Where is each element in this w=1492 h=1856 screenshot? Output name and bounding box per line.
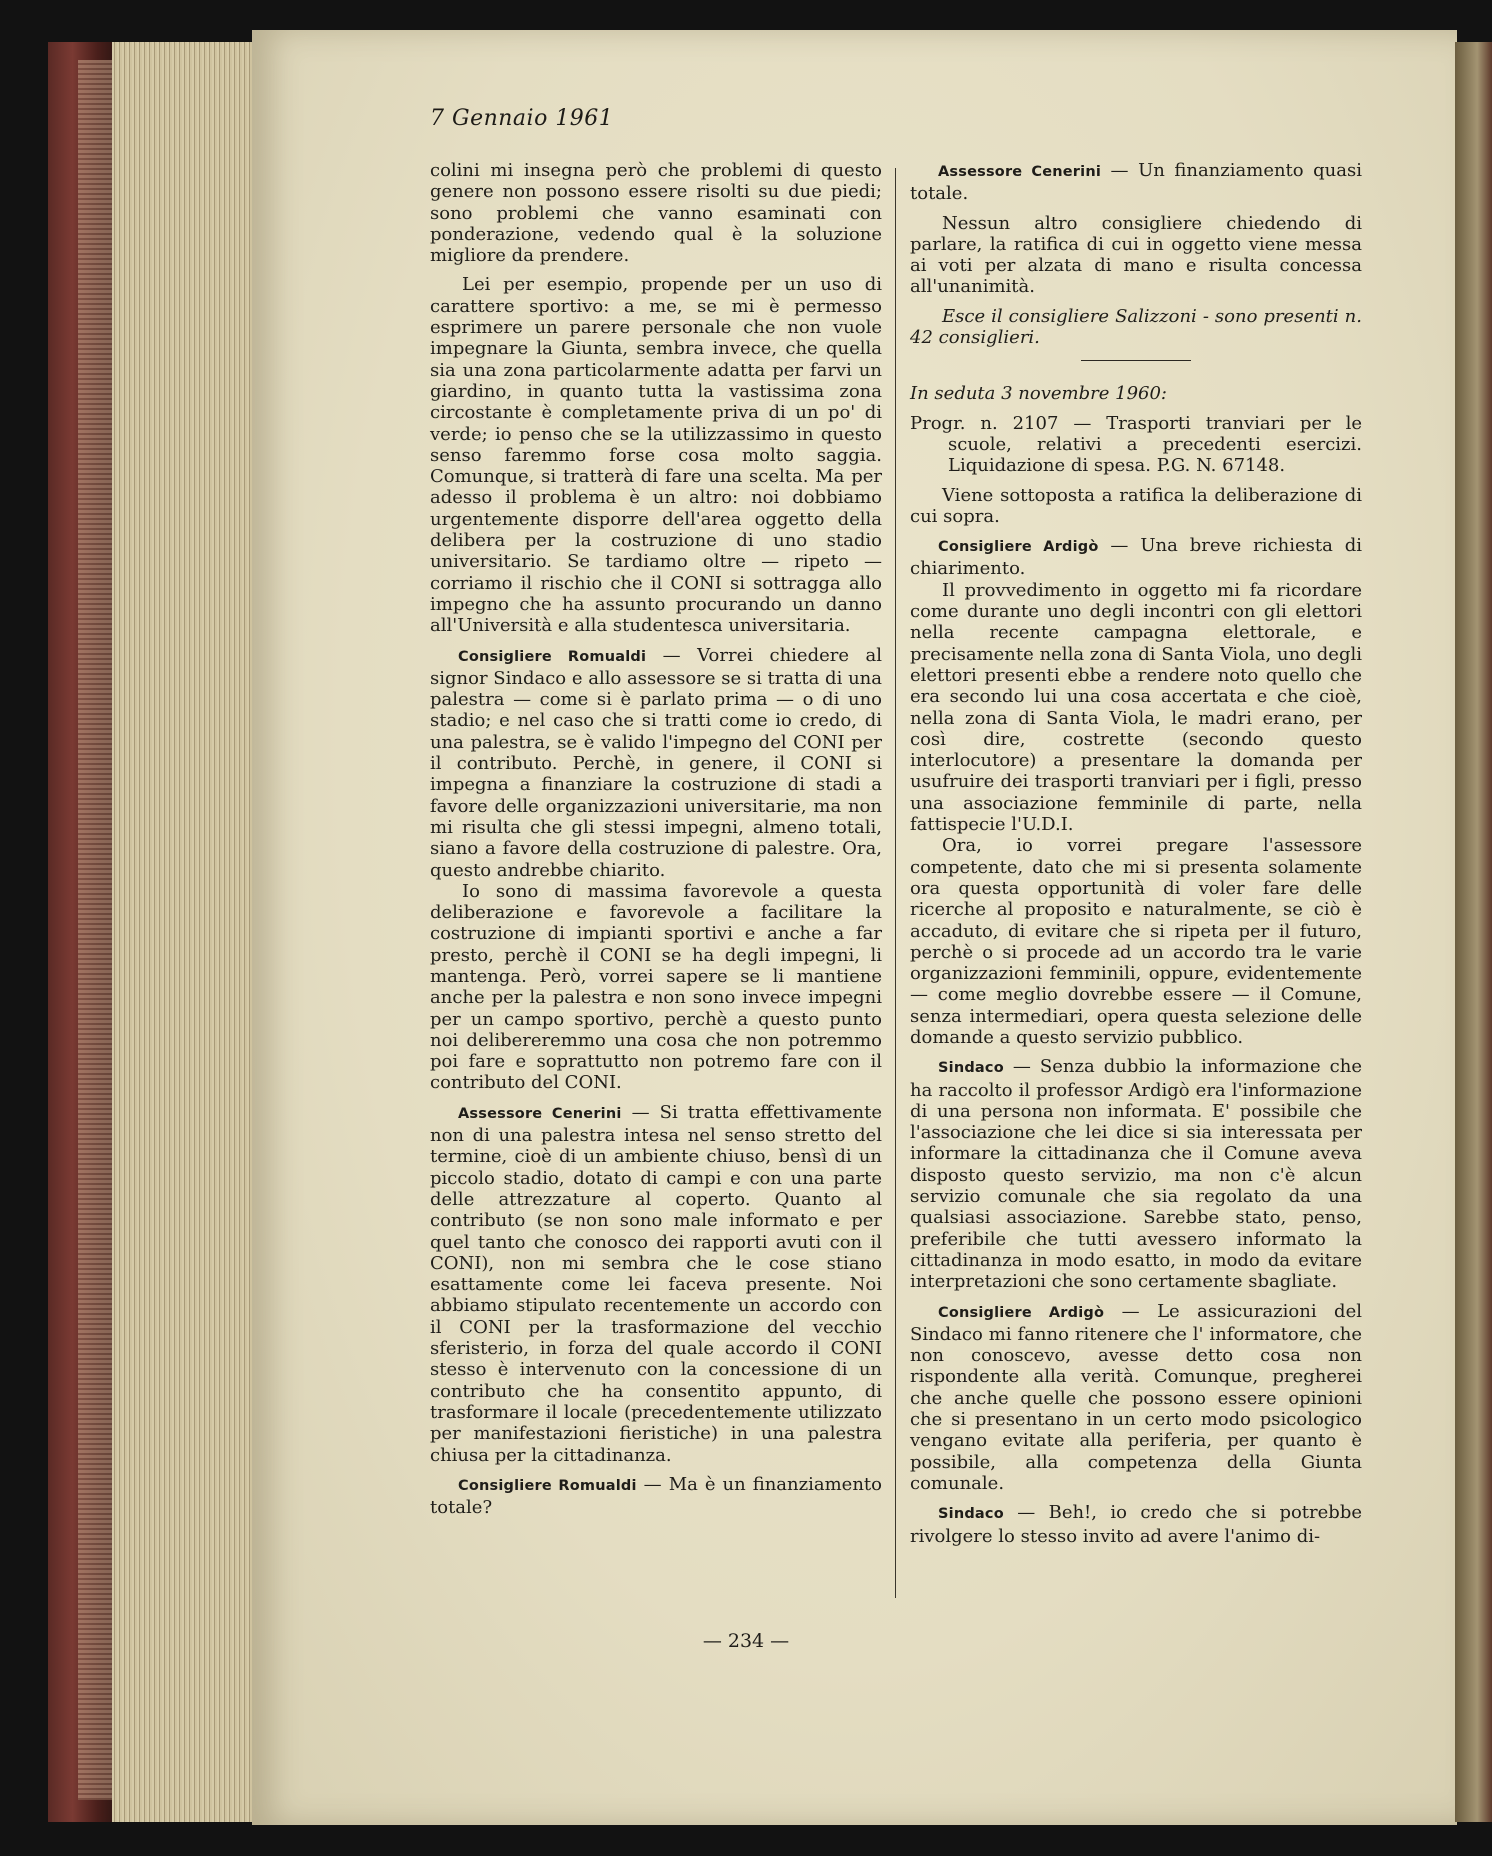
right-column: [910, 160, 1362, 1555]
speaker-paragraph: [910, 1056, 1362, 1292]
speaker-name: Consigliere Romualdi: [458, 1477, 637, 1494]
speaker-paragraph: [910, 160, 1362, 205]
speaker-name: Sindaco: [938, 1060, 1004, 1077]
speaker-name: Assessore Cenerini: [938, 164, 1102, 180]
speech-text: — Una breve richiesta di chiarimento.: [910, 535, 1362, 580]
speaker-name: Assessore Cenerini: [458, 1105, 622, 1122]
page-stack-edge: [112, 42, 262, 1822]
paragraph: Ora, io vorrei pregare l'assessore competente, dato che mi si presenta solamente ora questa opportunità di voler fare delle ricerche al proposito e naturalmente, se ciò è accaduto, di evitare che si ripeta per il futuro, perchè o si procede ad un accordo tra le varie organizzazioni femminili, oppure, evidentemente — come meglio dovrebbe essere — il Comune, senza intermediari, opera questa selezione delle domande a questo servizio pubblico.: [910, 835, 1362, 1048]
speaker-name: Consigliere Ardigò: [938, 1304, 1105, 1321]
paragraph: Il provvedimento in oggetto mi fa ricordare come durante uno degli incontri con gli elettori nella recente campagna elettorale, e precisamente nella zona di Santa Viola, uno degli elettori presenti ebbe a rendere noto quello che era secondo lui una cosa accertata e che cioè, nella zona di Santa Viola, le madri erano, per così dire, costrette (secondo questo interlocutore) a presentare la domanda per usufruire dei trasporti tranviari per i figli, presso una associazione femminile di parte, nella fattispecie l'U.D.I.: [910, 579, 1362, 836]
speech-text: — Le assicurazioni del Sindaco mi fanno ritenere che l' informatore, che non conoscevo, avesse detto cosa non rispondente alla verità. Comunque, pregherei che anche quelle che possono essere opinioni che si presentano in un certo modo psicologico vengano evitate alla periferia, per quanto è possibile, alla competenza della Giunta comunale.: [910, 1300, 1362, 1494]
speech-text: — Vorrei chiedere al signor Sindaco e allo assessore se si tratta di una palestra — come si è parlato prima — o di uno stadio; e nel caso che si tratti come io credo, di una palestra, se è valido l'impegno del CONI per il contributo. Perchè, in genere, il CONI si impegna a finanziare la costruzione di stadi a favore delle organizzazioni universitarie, ma non mi risulta che gli stessi impegni, almeno totali, siano a favore della costruzione di palestre. Ora, questo andrebbe chiarito.: [430, 644, 882, 881]
paragraph: Lei per esempio, propende per un uso di carattere sportivo: a me, se mi è permesso esprimere un parere personale che non vuole impegnare la Giunta, sembra invece, che quella sia una zona particolarmente adatta per farvi un giardino, in quanto tutta la vastissima zona circostante è completamente priva di un po' di verde; io penso che se la utilizzassimo in questo senso faremmo forse cosa molto saggia. Comunque, si tratterà di fare una scelta. Ma per adesso il problema è un altro: noi dobbiamo urgentemente disporre dell'area oggetto della delibera per la costruzione di uno stadio universitario. Se tardiamo oltre — ripeto — corriamo il rischio che il CONI si sottragga allo impegno che ha assunto procurando un danno all'Università e alla studentesca universitaria.: [430, 274, 882, 637]
paragraph: Viene sottoposta a ratifica la deliberazione di cui sopra.: [910, 484, 1362, 527]
column-divider: [895, 168, 896, 1598]
paragraph: colini mi insegna però che problemi di questo genere non possono essere risolti su due piedi; sono problemi che vanno esaminati con ponderazione, vedendo qual è la soluzione migliore da prendere.: [430, 160, 882, 267]
paragraph: Nessun altro consigliere chiedendo di parlare, la ratifica di cui in oggetto viene messa ai voti per alzata di mano e risulta concessa all'unanimità.: [910, 212, 1362, 298]
speech-text: — Un finanziamento quasi totale.: [910, 160, 1362, 205]
procedural-note: Esce il consigliere Salizzoni - sono presenti n. 42 consiglieri.: [910, 305, 1362, 349]
speaker-paragraph: [910, 535, 1362, 580]
speaker-name: Consigliere Ardigò: [938, 539, 1099, 556]
speech-text: — Beh!, io credo che si potrebbe rivolgere lo stesso invito ad avere l'animo di-: [910, 1502, 1362, 1547]
speaker-paragraph: [910, 1301, 1362, 1495]
speaker-paragraph: [430, 645, 882, 881]
speaker-paragraph: [910, 1502, 1362, 1547]
agenda-item: Progr. n. 2107 — Trasporti tranviari per le scuole, relativi a precedenti esercizi. Liquidazione di spesa. P.G. N. 67148.: [910, 412, 1362, 477]
speaker-paragraph: [430, 1102, 882, 1466]
session-heading: In seduta 3 novembre 1960:: [910, 383, 1167, 405]
speech-text: — Si tratta effettivamente non di una palestra intesa nel senso stretto del termine, cioè di un ambiente chiuso, bensì di un piccolo stadio, dotato di campi e con una parte delle attrezzature al coperto. Quanto al contributo (se non sono male informato e per quel tanto che conosco dei rapporti avuti con il CONI), non mi sembra che le cose stiano esattamente come lei faceva presente. Noi abbiamo stipulato recentemente un accordo con il CONI per la trasformazione del vecchio sferisterio, in forza del quale accordo il CONI stesso è intervenuto con la concessione di un contributo che ha consentito appunto, di trasformare il locale (precedentemente utilizzato per manifestazioni fieristiche) in una palestra chiusa per la cittadinanza.: [430, 1101, 882, 1466]
section-rule: [1081, 360, 1191, 361]
speech-text: — Ma è un finanziamento totale?: [430, 1473, 882, 1519]
left-column: [430, 160, 882, 1526]
speech-text: — Senza dubbio la informazione che ha raccolto il professor Ardigò era l'informazione di una persona non informata. E' possibile che l'associazione che lei dice si sia interessata per informare la cittadinanza che il Comune aveva disposto questo servizio, ma non c'è alcun servizio comunale che sia regolato da una qualsiasi associazione. Sarebbe stato, penso, preferibile che tutti avessero informato la cittadinanza in modo esatto, in modo da evitare interpretazioni che sono certamente sbagliate.: [910, 1056, 1362, 1293]
paragraph: Io sono di massima favorevole a questa deliberazione e favorevole a facilitare la costruzione di impianti sportivi e anche a far presto, perchè il CONI se ha degli impegni, li mantenga. Però, vorrei sapere se li mantiene anche per la palestra e non sono invece impegni per un campo sportivo, perchè a questo punto noi delibereremmo una cosa che non potremmo poi fare e soprattutto non potremo fare con il contributo del CONI.: [430, 880, 882, 1094]
speaker-name: Consigliere Romualdi: [458, 648, 647, 665]
page-header-date: 7 Gennaio 1961: [430, 106, 614, 131]
speaker-name: Sindaco: [938, 1506, 1004, 1523]
next-page-edge: [1455, 42, 1492, 1822]
page-number: — 234 —: [702, 1630, 790, 1652]
speaker-paragraph: [430, 1474, 882, 1519]
